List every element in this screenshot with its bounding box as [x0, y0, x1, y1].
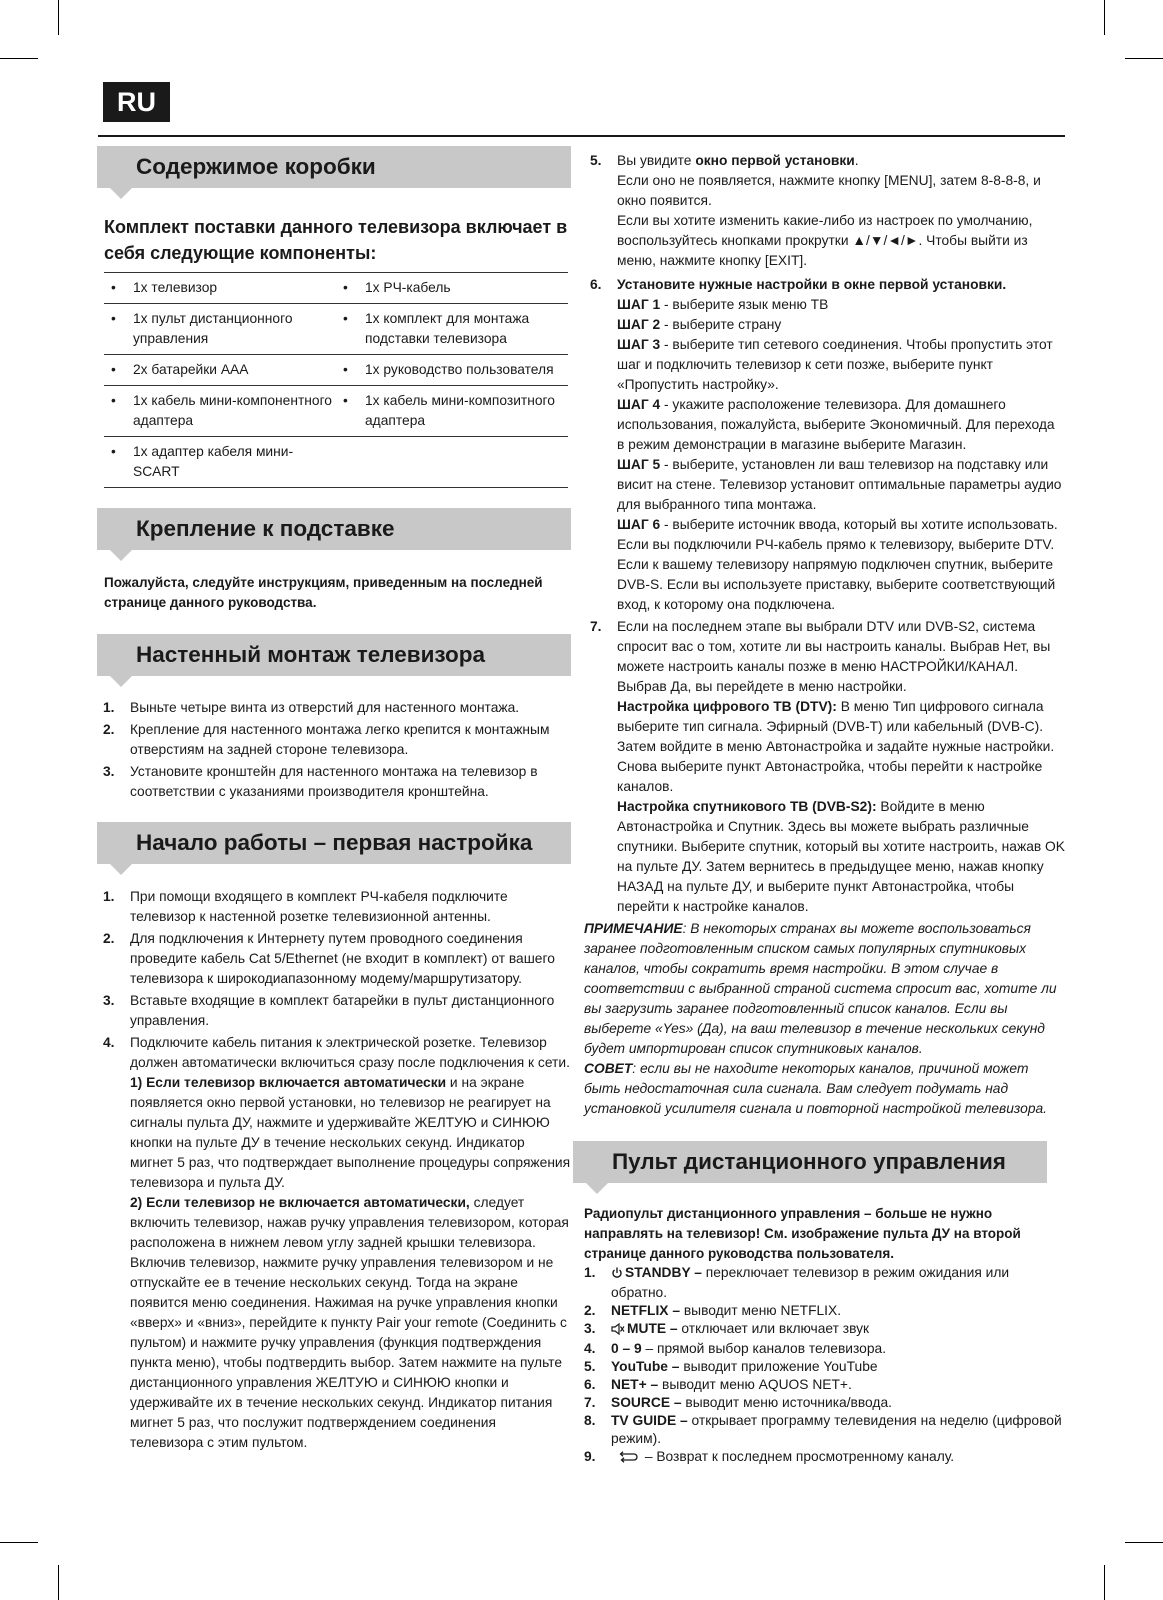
left-column — [97, 146, 571, 1455]
table-row: • 1x кабель мини-компонентного адаптера • 1x кабель мини-композитного адаптера — [104, 386, 568, 437]
crop-mark — [1125, 1542, 1163, 1543]
language-badge: RU — [103, 82, 170, 122]
table-row: • 2x батарейки AAA • 1x руководство пользователя — [104, 355, 568, 386]
getting-started-steps — [97, 887, 571, 1453]
list-item: 5. Вы увидите окно первой установки. Если оно не появляется, нажмите кнопку [MENU], затем 8-8-8-8, и окно появится. Если вы хотите изменить какие-либо из настроек по умолчанию, воспользуйтесь кнопками прокрутки ▲/▼/◄/►. Чтобы выйти из меню, нажмите кнопку [EXIT]. — [590, 153, 1041, 268]
list-item: 1x РЧ-кабель — [365, 280, 451, 295]
list-item: 1x кабель мини-композитного адаптера — [365, 393, 555, 428]
list-item: 1. Выньте четыре винта из отверстий для настенного монтажа. — [103, 700, 520, 715]
crop-mark — [58, 0, 59, 35]
list-item: 1x комплект для монтажа подставки телевизора — [365, 311, 530, 346]
section-title: Настенный монтаж телевизора — [136, 642, 486, 667]
list-item: 1. STANDBY – переключает телевизор в режим ожидания или обратно. — [584, 1265, 1010, 1300]
list-item: 8. TV GUIDE – открывает программу телевидения на неделю (цифровой режим). — [584, 1413, 1062, 1446]
list-item: 4. Подключите кабель питания к электрической розетке. Телевизор должен автоматически включиться сразу после подключения к сети. 1) Если телевизор включается автоматически и на экране появляется окно первой установки, но телевизор не реагирует на сигналы пульта ДУ, нажмите и удерживайте ЖЕЛТУЮ и СИНЮЮ кнопки на пульте ДУ в течение нескольких секунд. Индикатор мигнет 5 раз, что подтверждает выполнение процедуры сопряжения телевизора и пульта ДУ. 2) Если телевизор не включается автоматически, следует включить телевизор, нажав ручку управления телевизором, которая расположена в нижнем левом углу задней крышки телевизора. Включив телевизор, нажмите ручку управления телевизором и не отпускайте ее в течение нескольких секунд. Тогда на экране появится меню соединения. Нажимая на ручке управления кнопки «вверх» и «вниз», перейдите к пункту Pair your remote (Соединить с пультом) и нажмите ручку управления (функция подтверждения пункта меню), чтобы подтвердить выбор. Затем нажмите на пульте дистанционного управления ЖЕЛТУЮ и СИНЮЮ кнопки и удерживайте их в течение нескольких секунд. Индикатор питания мигнет 5 раз, что послужит подтверждением соединения телевизора с этим пультом. — [103, 1035, 571, 1450]
remote-intro: Радиопульт дистанционного управления – больше не нужно направлять на телевизор! См. изображение пульта ДУ на второй странице данного руководства пользователя. — [584, 1206, 1021, 1261]
list-item: 6. NET+ – выводит меню AQUOS NET+. — [584, 1377, 852, 1392]
list-item: 1x адаптер кабеля мини-SCART — [133, 444, 294, 479]
list-item: 2. NETFLIX – выводит меню NETFLIX. — [584, 1303, 842, 1318]
list-item: 3. Установите кронштейн для настенного монтажа на телевизор в соответствии с указаниями производителя кронштейна. — [103, 764, 538, 799]
power-icon — [611, 1266, 623, 1284]
section-header-remote — [573, 1141, 1047, 1183]
table-row: • 1x адаптер кабеля мини-SCART — [104, 437, 568, 488]
note-paragraph: ПРИМЕЧАНИЕ: В некоторых странах вы можете воспользоваться заранее подготовленным списком самых популярных спутниковых каналов, чтобы сократить время настройки. В этом случае в соответствии с выбранной страной система спросит вас, хотите ли вы загрузить заранее подготовленный список каналов. Если вы выберете «Yes» (Да), на ваш телевизор в течение нескольких секунд будет импортирован список спутниковых каналов. — [584, 921, 1057, 1056]
crop-mark — [1104, 1565, 1105, 1600]
list-item: 1x телевизор — [133, 280, 218, 295]
list-item: 4. 0 – 9 – прямой выбор каналов телевизора. — [584, 1341, 887, 1356]
section-title: Крепление к подставке — [136, 516, 395, 541]
section-title: Начало работы – первая настройка — [136, 830, 533, 855]
list-item: 1x кабель мини-компонентного адаптера — [133, 393, 332, 428]
mute-icon — [611, 1322, 625, 1340]
list-item: 3. MUTE – отключает или включает звук — [584, 1320, 1065, 1340]
crop-mark — [1104, 0, 1105, 35]
wall-mount-steps — [97, 698, 571, 802]
crop-mark — [0, 58, 38, 59]
crop-mark — [0, 1542, 38, 1543]
section-title: Пульт дистанционного управления — [612, 1149, 1006, 1174]
list-item: 9. – Возврат к последнем просмотренному каналу. — [584, 1448, 1065, 1468]
list-item: 1x пульт дистанционного управления — [133, 311, 293, 346]
list-item: 1x руководство пользователя — [365, 362, 554, 377]
box-contents-intro: Комплект поставки данного телевизора включает в себя следующие компоненты: — [104, 217, 568, 263]
tip-paragraph: СОВЕТ: если вы не находите некоторых каналов, причиной может быть недостаточная сила сигнала. Вам следует подумать над установкой усилителя сигнала и повторной настройкой телевизора. — [584, 1061, 1047, 1116]
list-item: 7. Если на последнем этапе вы выбрали DTV или DVB-S2, система спросит вас о том, хотите ли вы настроить каналы. Выбрав Нет, вы можете настроить каналы позже в меню НАСТРОЙКИ/КАНАЛ. Выбрав Да, вы перейдете в меню настройки. Настройка цифрового ТВ (DTV): В меню Тип цифрового сигнала выберите тип сигнала. Эфирный (DVB-T) или кабельный (DVB-C). Затем войдите в меню Автонастройка и задайте нужные настройки. Снова выберите пункт Автонастройка, чтобы перейти к настройке каналов. Настройка спутникового ТВ (DVB-S2): Войдите в меню Автонастройка и Спутник. Здесь вы можете выбрать различные спутники. Выберите спутник, который вы хотите настроить, нажав OK на пульте ДУ. Затем вернитесь в предыдущее меню, нажав кнопку НАЗАД на пульте ДУ, и выберите пункт Автонастройка, чтобы перейти к настройке каналов. — [590, 619, 1065, 914]
list-item: 1. При помощи входящего в комплект РЧ-кабеля подключите телевизор к настенной розетке телевизионной антенны. — [103, 889, 508, 924]
list-item: 7. SOURCE – выводит меню источника/ввода. — [584, 1395, 892, 1410]
list-item: 2. Для подключения к Интернету путем проводного соединения проведите кабель Cat 5/Ethernet (не входит в комплект) от вашего телевизора к широкодиапазонному модему/маршрутизатору. — [103, 931, 555, 986]
return-icon — [617, 1450, 639, 1468]
table-row: • 1x телевизор • 1x РЧ-кабель — [104, 273, 568, 304]
section-header-stand — [97, 508, 571, 550]
crop-mark — [58, 1565, 59, 1600]
section-header-box-contents — [97, 146, 571, 188]
list-item: 5. YouTube – выводит приложение YouTube — [584, 1359, 878, 1374]
list-item: 2x батарейки AAA — [133, 362, 249, 377]
list-item: 6. Установите нужные настройки в окне первой установки. ШАГ 1 - выберите язык меню ТВ ШАГ 2 - выберите страну ШАГ 3 - выберите тип сетевого соединения. Чтобы пропустить этот шаг и подключить телевизор к сети позже, выберите пункт «Пропустить настройку». ШАГ 4 - укажите расположение телевизора. Для домашнего использования, пожалуйста, выберите Экономичный. Для перехода в режим демонстрации в магазине выберите Магазин. ШАГ 5 - выберите, установлен ли ваш телевизор на подставку или висит на стене. Телевизор установит оптимальные параметры аудио для выбранного типа монтажа. ШАГ 6 - выберите источник ввода, который вы хотите использовать. Если вы подключили РЧ-кабель прямо к телевизору, выберите DTV. Если к вашему телевизору напрямую подключен спутник, выберите DVB-S. Если вы используете приставку, выберите соответствующий вход, к которому она подключена. — [590, 277, 1062, 612]
list-item: 3. Вставьте входящие в комплект батарейки в пульт дистанционного управления. — [103, 993, 555, 1028]
header-rule — [98, 135, 1065, 137]
table-row: • 1x пульт дистанционного управления • 1x комплект для монтажа подставки телевизора — [104, 304, 568, 355]
remote-buttons-list — [584, 1264, 1065, 1468]
crop-mark — [1125, 58, 1163, 59]
section-title: Содержимое коробки — [136, 154, 376, 179]
box-contents-table — [104, 272, 568, 488]
setup-steps-continued — [584, 151, 1065, 917]
right-column — [584, 151, 1065, 1468]
section-header-getting-started — [97, 822, 571, 864]
stand-text: Пожалуйста, следуйте инструкциям, приведенным на последней странице данного руководства. — [104, 575, 543, 610]
section-header-wall-mount — [97, 634, 571, 676]
list-item: 2. Крепление для настенного монтажа легко крепится к монтажным отверстиям на задней стороне телевизора. — [103, 722, 550, 757]
